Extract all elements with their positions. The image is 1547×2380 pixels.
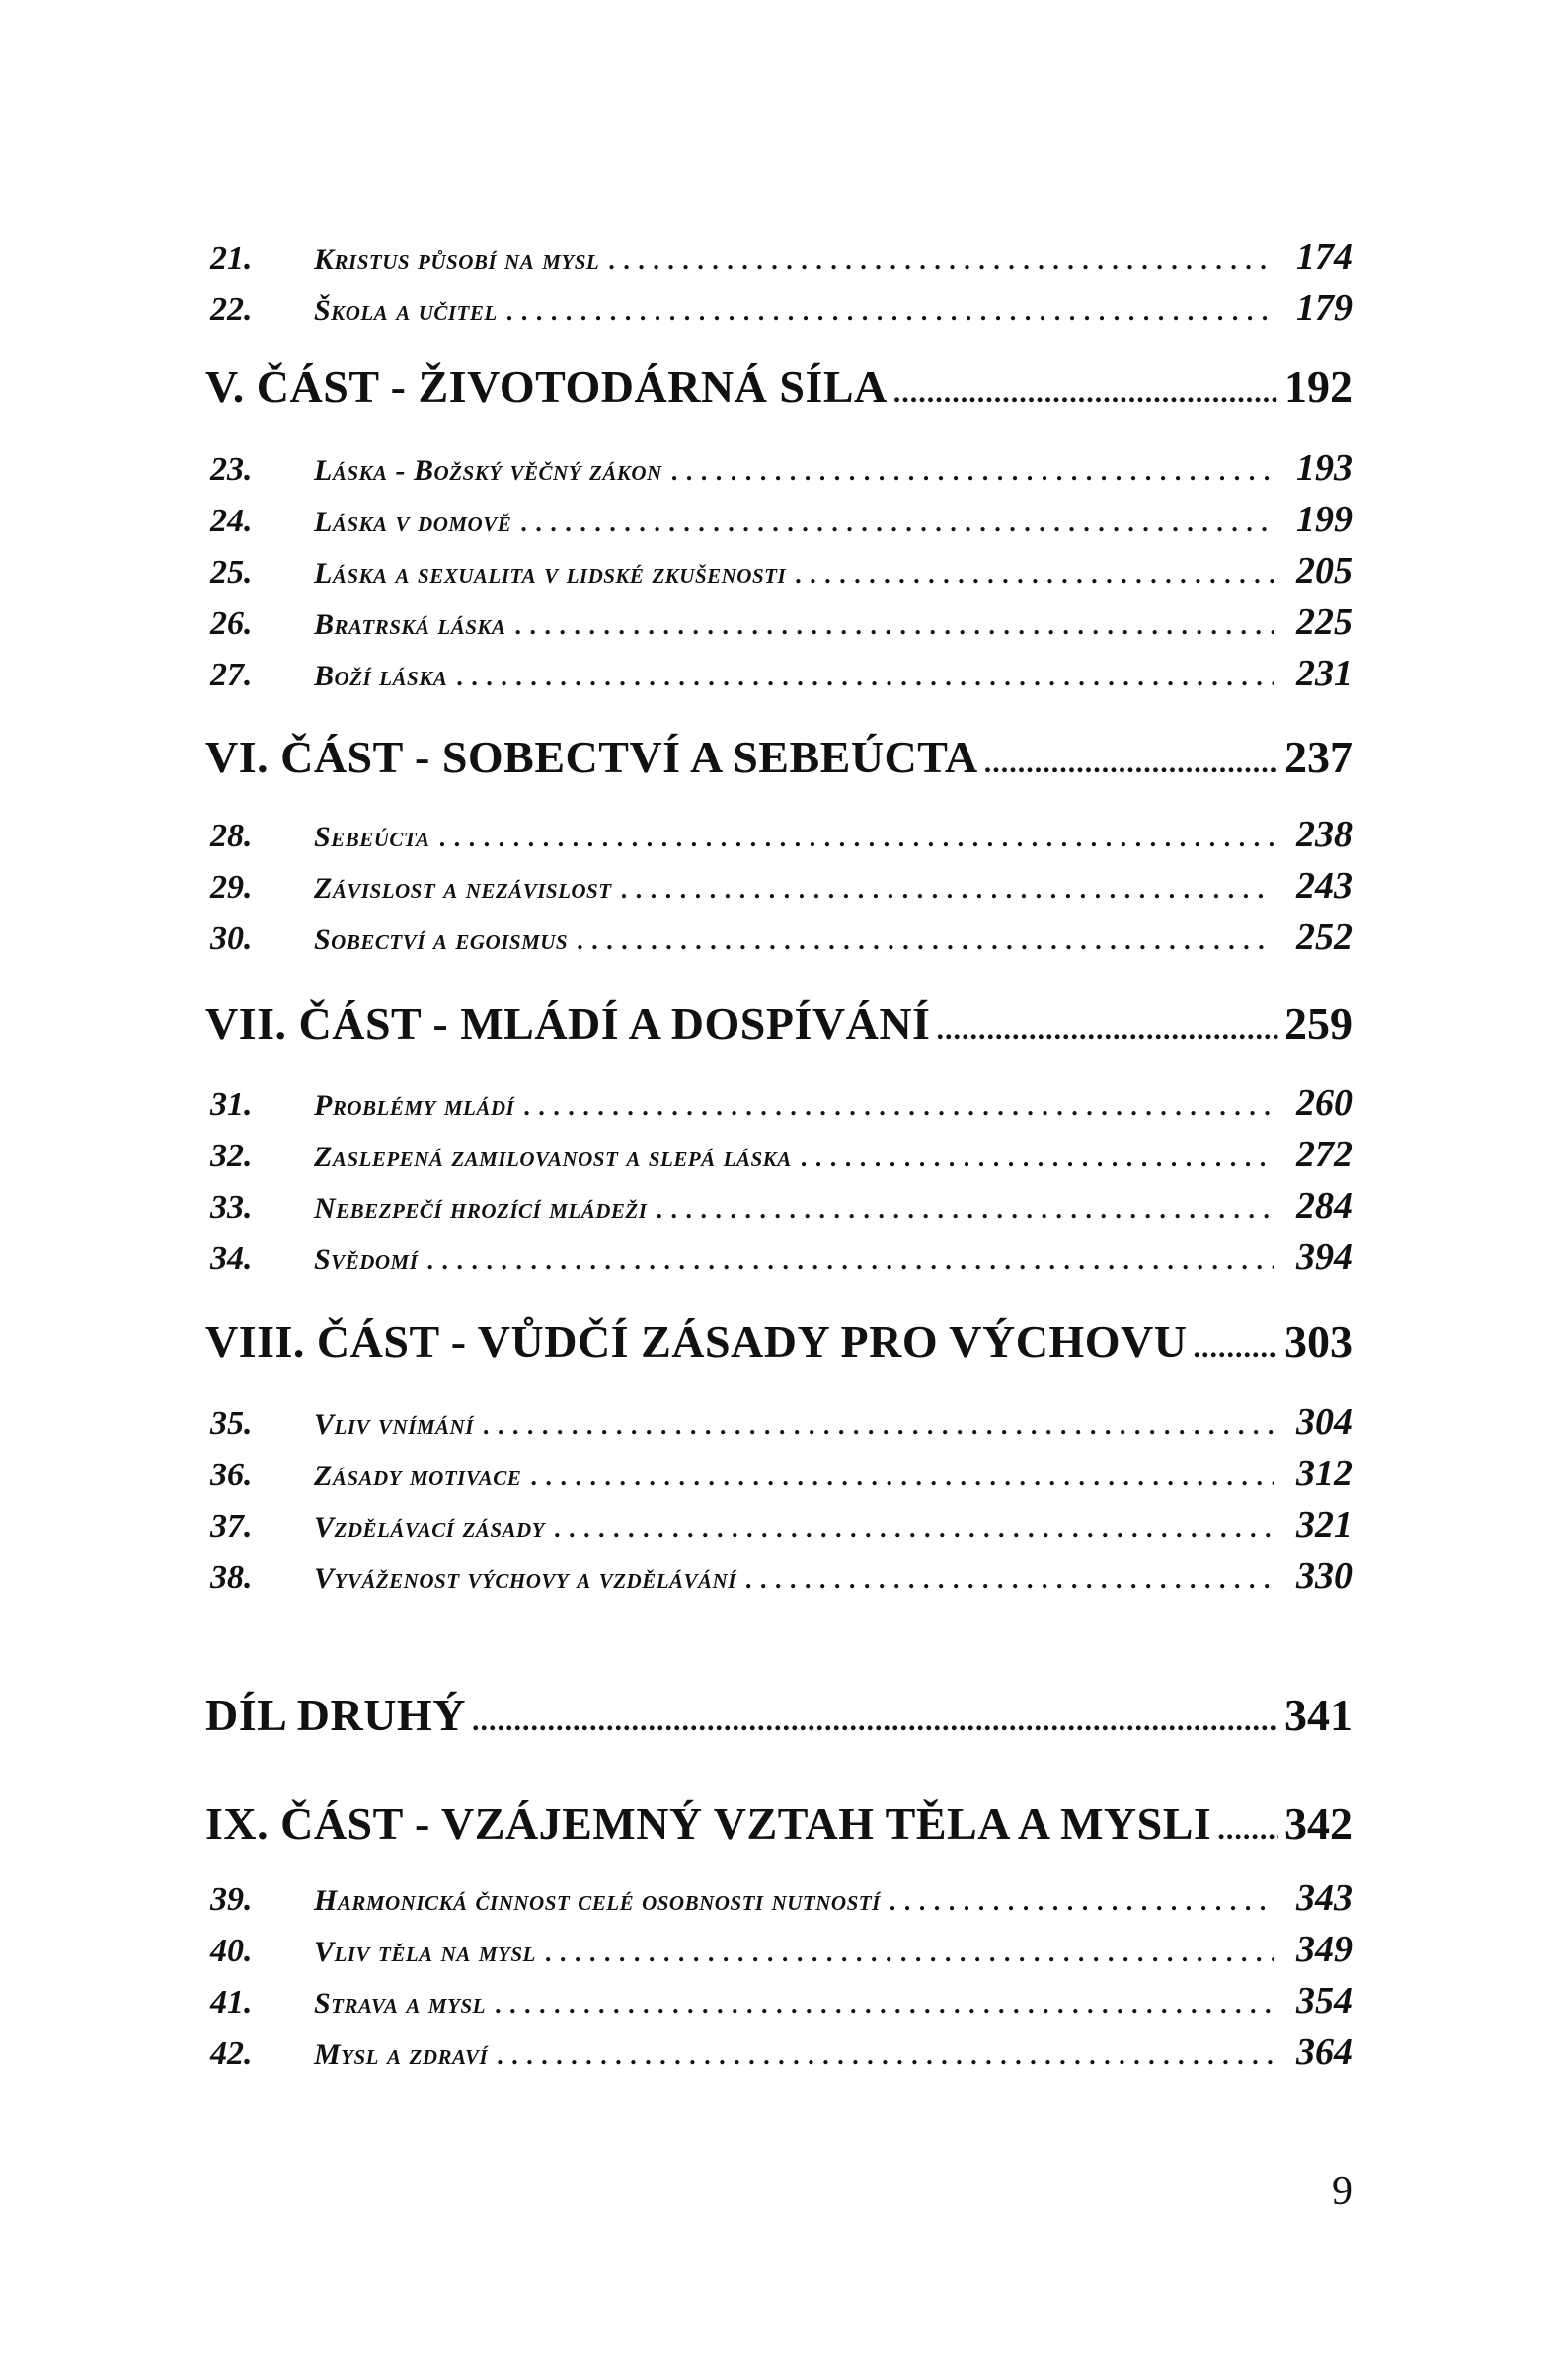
toc-chapter-row bbox=[205, 1876, 1353, 1928]
page-number: 179 bbox=[1296, 287, 1353, 329]
chapter-title: Zaslepená zamilovanost a slepá láska bbox=[314, 1141, 792, 1173]
toc-chapter-row bbox=[205, 498, 1353, 549]
toc-chapter-row bbox=[205, 813, 1353, 864]
chapter-number: 34. bbox=[210, 1240, 253, 1277]
dot-leader bbox=[507, 297, 1274, 327]
toc-chapter-row bbox=[205, 1081, 1353, 1133]
toc-chapter-row bbox=[205, 2030, 1353, 2082]
part-title: VII. ČÁST - MLÁDÍ A DOSPÍVÁNÍ bbox=[205, 998, 931, 1049]
part-title: V. ČÁST - ŽIVOTODÁRNÁ SÍLA bbox=[205, 361, 888, 412]
dot-leader bbox=[936, 1013, 1278, 1047]
chapter-number: 37. bbox=[210, 1508, 253, 1545]
part-heading bbox=[205, 731, 1353, 800]
chapter-number: 38. bbox=[210, 1559, 253, 1596]
dot-leader bbox=[496, 1990, 1274, 2020]
chapter-number: 40. bbox=[210, 1933, 253, 1969]
toc-part-row bbox=[205, 1689, 1353, 1758]
page-number: 259 bbox=[1284, 998, 1353, 1049]
page-number: 330 bbox=[1296, 1555, 1353, 1597]
page-number: 284 bbox=[1296, 1185, 1353, 1227]
toc-chapter-row bbox=[205, 286, 1353, 338]
part-heading bbox=[205, 360, 1353, 430]
chapter-group bbox=[205, 1876, 1353, 2082]
chapter-number: 36. bbox=[210, 1457, 253, 1493]
dot-leader bbox=[1217, 1813, 1278, 1847]
page-folio: 9 bbox=[1332, 2169, 1353, 2214]
toc-part-row bbox=[205, 1315, 1353, 1385]
toc-chapter-row bbox=[205, 1979, 1353, 2030]
page-number: 364 bbox=[1296, 2031, 1353, 2073]
part-heading bbox=[205, 1689, 1353, 1758]
chapter-number: 26. bbox=[210, 605, 253, 642]
page-number: 260 bbox=[1296, 1082, 1353, 1124]
chapter-title: Mysl a zdraví bbox=[314, 2038, 489, 2071]
page-number: 394 bbox=[1296, 1236, 1353, 1278]
chapter-title: Sebeúcta bbox=[314, 821, 430, 853]
dot-leader bbox=[657, 1195, 1274, 1225]
dot-leader bbox=[746, 1565, 1274, 1595]
toc-chapter-row bbox=[205, 446, 1353, 498]
page-number: 199 bbox=[1296, 499, 1353, 540]
chapter-number: 35. bbox=[210, 1405, 253, 1442]
chapter-title: Sobectví a egoismus bbox=[314, 923, 569, 956]
page-number: 342 bbox=[1284, 1798, 1353, 1849]
chapter-title: Harmonická činnost celé osobnosti nutností bbox=[314, 1884, 881, 1917]
part-heading bbox=[205, 997, 1353, 1067]
page-number: 349 bbox=[1296, 1929, 1353, 1970]
dot-leader bbox=[484, 1411, 1274, 1441]
dot-leader bbox=[555, 1514, 1274, 1544]
toc-chapter-row bbox=[205, 1184, 1353, 1235]
chapter-group bbox=[205, 1081, 1353, 1287]
chapter-number: 39. bbox=[210, 1881, 253, 1918]
page-number: 341 bbox=[1284, 1690, 1353, 1740]
dot-leader bbox=[546, 1939, 1274, 1968]
chapter-title: Vliv těla na mysl bbox=[314, 1936, 536, 1968]
part-heading bbox=[205, 1797, 1353, 1866]
chapter-title: Vzdělávací zásady bbox=[314, 1511, 545, 1544]
chapter-number: 42. bbox=[210, 2035, 253, 2072]
dot-leader bbox=[457, 663, 1274, 692]
toc-part-row bbox=[205, 360, 1353, 430]
dot-leader bbox=[622, 875, 1274, 905]
chapter-title: Vliv vnímání bbox=[314, 1408, 474, 1441]
chapter-number: 28. bbox=[210, 818, 253, 854]
chapter-title: Láska v domově bbox=[314, 506, 512, 538]
chapter-group bbox=[205, 813, 1353, 967]
chapter-group bbox=[205, 446, 1353, 703]
chapter-title: Kristus působí na mysl bbox=[314, 243, 600, 276]
dot-leader bbox=[515, 611, 1274, 641]
chapter-group bbox=[205, 1400, 1353, 1606]
dot-leader bbox=[521, 509, 1274, 538]
part-title: IX. ČÁST - VZÁJEMNÝ VZTAH TĚLA A MYSLI bbox=[205, 1798, 1212, 1849]
dot-leader bbox=[440, 824, 1274, 853]
toc-part-row bbox=[205, 997, 1353, 1067]
page-number: 237 bbox=[1284, 732, 1353, 782]
page-number: 312 bbox=[1296, 1453, 1353, 1494]
toc-chapter-row bbox=[205, 652, 1353, 703]
chapter-title: Škola a učitel bbox=[314, 294, 498, 327]
toc-chapter-row bbox=[205, 1452, 1353, 1503]
page-number: 174 bbox=[1296, 236, 1353, 278]
toc-chapter-row bbox=[205, 1928, 1353, 1979]
part-title: VI. ČÁST - SOBECTVÍ A SEBEÚCTA bbox=[205, 732, 978, 782]
page-number: 238 bbox=[1296, 814, 1353, 855]
toc-chapter-row bbox=[205, 1235, 1353, 1287]
chapter-title: Nebezpečí hrozící mládeži bbox=[314, 1192, 648, 1225]
page-number: 252 bbox=[1296, 916, 1353, 958]
chapter-number: 30. bbox=[210, 920, 253, 957]
dot-leader bbox=[1193, 1331, 1278, 1365]
chapter-number: 27. bbox=[210, 657, 253, 693]
chapter-title: Zásady motivace bbox=[314, 1460, 522, 1492]
page-number: 225 bbox=[1296, 601, 1353, 643]
page-number: 243 bbox=[1296, 865, 1353, 907]
toc-chapter-row bbox=[205, 235, 1353, 286]
chapter-number: 22. bbox=[210, 291, 253, 328]
page-number: 303 bbox=[1284, 1316, 1353, 1367]
dot-leader bbox=[796, 560, 1274, 590]
toc-chapter-row bbox=[205, 915, 1353, 967]
toc-part-row bbox=[205, 731, 1353, 800]
page-number: 354 bbox=[1296, 1980, 1353, 2022]
chapter-title: Závislost a nezávislost bbox=[314, 872, 612, 905]
part-heading bbox=[205, 1315, 1353, 1385]
dot-leader bbox=[984, 747, 1278, 780]
dot-leader bbox=[609, 246, 1274, 276]
toc-chapter-row bbox=[205, 1400, 1353, 1452]
toc-chapter-row bbox=[205, 1503, 1353, 1554]
chapter-number: 29. bbox=[210, 869, 253, 906]
dot-leader bbox=[578, 926, 1274, 956]
chapter-title: Problémy mládí bbox=[314, 1089, 515, 1122]
page-number: 193 bbox=[1296, 447, 1353, 489]
chapter-title: Svědomí bbox=[314, 1243, 419, 1276]
toc-part-row bbox=[205, 1797, 1353, 1866]
dot-leader bbox=[524, 1092, 1274, 1122]
chapter-number: 23. bbox=[210, 451, 253, 488]
chapter-group bbox=[205, 235, 1353, 338]
toc-chapter-row bbox=[205, 1554, 1353, 1606]
chapter-title: Strava a mysl bbox=[314, 1987, 486, 2020]
page-number: 321 bbox=[1296, 1504, 1353, 1546]
chapter-number: 41. bbox=[210, 1984, 253, 2021]
part-title: VIII. ČÁST - VŮDČÍ ZÁSADY PRO VÝCHOVU bbox=[205, 1316, 1188, 1367]
toc-chapter-row bbox=[205, 549, 1353, 600]
toc-chapter-row bbox=[205, 864, 1353, 915]
toc-chapter-row bbox=[205, 600, 1353, 652]
chapter-title: Boží láska bbox=[314, 660, 448, 692]
chapter-title: Vyváženost výchovy a vzdělávání bbox=[314, 1562, 736, 1595]
chapter-number: 24. bbox=[210, 503, 253, 539]
dot-leader bbox=[498, 2041, 1274, 2071]
dot-leader bbox=[890, 1887, 1274, 1917]
chapter-number: 33. bbox=[210, 1189, 253, 1226]
dot-leader bbox=[531, 1463, 1274, 1492]
page-number: 192 bbox=[1284, 361, 1353, 412]
chapter-number: 21. bbox=[210, 240, 253, 277]
page-number: 205 bbox=[1296, 550, 1353, 592]
toc-chapter-row bbox=[205, 1133, 1353, 1184]
dot-leader bbox=[427, 1246, 1274, 1276]
dot-leader bbox=[802, 1144, 1274, 1173]
dot-leader bbox=[472, 1705, 1278, 1738]
chapter-number: 32. bbox=[210, 1138, 253, 1174]
chapter-title: Láska a sexualita v lidské zkušenosti bbox=[314, 557, 787, 590]
page-number: 231 bbox=[1296, 653, 1353, 694]
page-number: 304 bbox=[1296, 1401, 1353, 1443]
chapter-title: Láska - Božský věčný zákon bbox=[314, 454, 662, 487]
chapter-title: Bratrská láska bbox=[314, 608, 506, 641]
page-number: 272 bbox=[1296, 1134, 1353, 1175]
chapter-number: 25. bbox=[210, 554, 253, 591]
dot-leader bbox=[672, 457, 1274, 487]
dot-leader bbox=[893, 376, 1278, 410]
chapter-number: 31. bbox=[210, 1086, 253, 1123]
part-title: DÍL DRUHÝ bbox=[205, 1690, 466, 1740]
page-number: 343 bbox=[1296, 1877, 1353, 1919]
